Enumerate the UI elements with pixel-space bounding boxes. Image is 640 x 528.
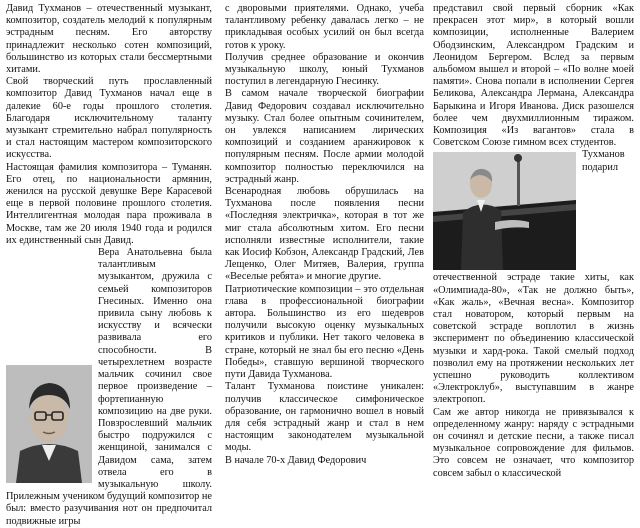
paragraph: Настоящая фамилия композитора – Туманян. Его отец, по национальности армянин, женился на русской девушке Вере Карасевой еще в первой половине прошлого столетия. Интеллигентная молодая пара проживала в Москве, там же 20 июля 1940 года и родился их единственный сын Давид. <box>6 161 212 246</box>
paragraph: В начале 70-х Давид Федорович <box>225 454 367 466</box>
article-column-1 <box>6 3 212 527</box>
portrait-photo <box>6 365 92 483</box>
paragraph: Патриотические композиции – это отдельная глава в профессиональной биографии автора. Большинство из его шедевров получили высокую оценку музыкальных критиков и публики. Нет такого человека в стране, который не знал бы его песню «День Победы», ставшую вершиной творческого пути Давида Тухманова. <box>225 283 424 381</box>
paragraph: Вера Анатольевна была талантливым музыкантом, дружила с семьей композиторов Гнесиных. Именно она привила сыну любовь к искусству и всячески развивала его способности. В четырехлетнем возрасте мальчик сочинил свое первое произведение – фортепианную композицию на две руки. Повзрослевший мальчик быстро подружился с женщиной, занимался с Давидом сама, затем отвела его в музыкальную школу. Прилежным учеником будущий композитор не был: вместо разучивания нот он предпочитал подвижные игры <box>6 247 212 527</box>
piano-photo <box>433 152 576 270</box>
paragraph: Сам же автор никогда не привязывался к определенному жанру: наряду с эстрадными он сочинял и детские песни, а также писал музыкальное сопровождение для фильмов. Это совсем не означает, что композитор совсем забыл о классической <box>433 406 634 479</box>
paragraph: Получив среднее образование и окончив музыкальную школу, юный Тухманов поступил в легендарную Гнесинку. <box>225 51 424 88</box>
paragraph: Свой творческий путь прославленный композитор Давид Тухманов начал еще в далекие 60-е годы прошлого столетия. Благодаря исключительному таланту музыкант стремительно набрал популярность и стал настоящим мастером композиторского искусства. <box>6 76 212 161</box>
paragraph: Давид Тухманов – отечественный музыкант, композитор, создатель мелодий к популярным эстрадным песням. Его авторству принадлежит несколько сотен композиций, большинство из которых стали бессмертными хитами. <box>6 3 212 76</box>
paragraph: В самом начале творческой биографии Давид Федорович создавал исключительно музыку. Стал более опытным сочинителем, он увлекся написанием лирических композиций и созданием аранжировок к популярным песням. После армии молодой композитор полностью переключился на эстрадный жанр. <box>225 88 424 185</box>
paragraph: Тухманов подарил отечественной эстраде такие хиты, как «Олимпиада-80», «Так не должно быть», «Как жаль», «Вечная весна». Композитор стал новатором, который первым на советской эстраде воплотил в жизнь эксперимент по объединению классической музыки и хард-рока. Такой смелый подход позволил ему на протяжении нескольких лет успешно руководить коллективом «Электроклуб», выступавшим в жанре электропоп. <box>433 149 634 406</box>
paragraph: Талант Тухманова поистине уникален: получив классическое симфоническое образование, он гармонично вошел в новый для себя эстрадный жанр и стал в нем настоящим законодателем музыкальной моды. <box>225 381 424 454</box>
paragraph: представил свой первый сборник «Как прекрасен этот мир», в который вошли композиции, исполненные Валерием Ободзинским, Александром Градским и Леонидом Бергером. Вслед за первым альбомом вышел и второй – «По волне моей памяти». Снова попали в исполнении Сергея Беликова, Александра Лермана, Александра Барыкина и Игоря Иванова. Диск разошелся более чем двухмиллионным тиражом. Композиция «Из вагантов» стала в Советском Союзе гимном всех студентов. <box>433 3 634 149</box>
article-column-3 <box>433 3 634 479</box>
paragraph: Всенародная любовь обрушилась на Тухманова после появления песни «Последняя электричка», которая в тот же миг стала абсолютным хитом. Его песни исполняли известные исполнители, такие как Иосиф Кобзон, Александр Градский, Лев Лещенко, Олег Митяев, Валерия, группа «Веселые ребята» и многие другие. <box>225 186 424 283</box>
paragraph: с дворовыми приятелями. Однако, учеба талантливому ребенку давалась легко – не прикладывая особых усилий он был всегда готов к уроку. <box>225 3 424 51</box>
article-column-2 <box>225 3 424 466</box>
